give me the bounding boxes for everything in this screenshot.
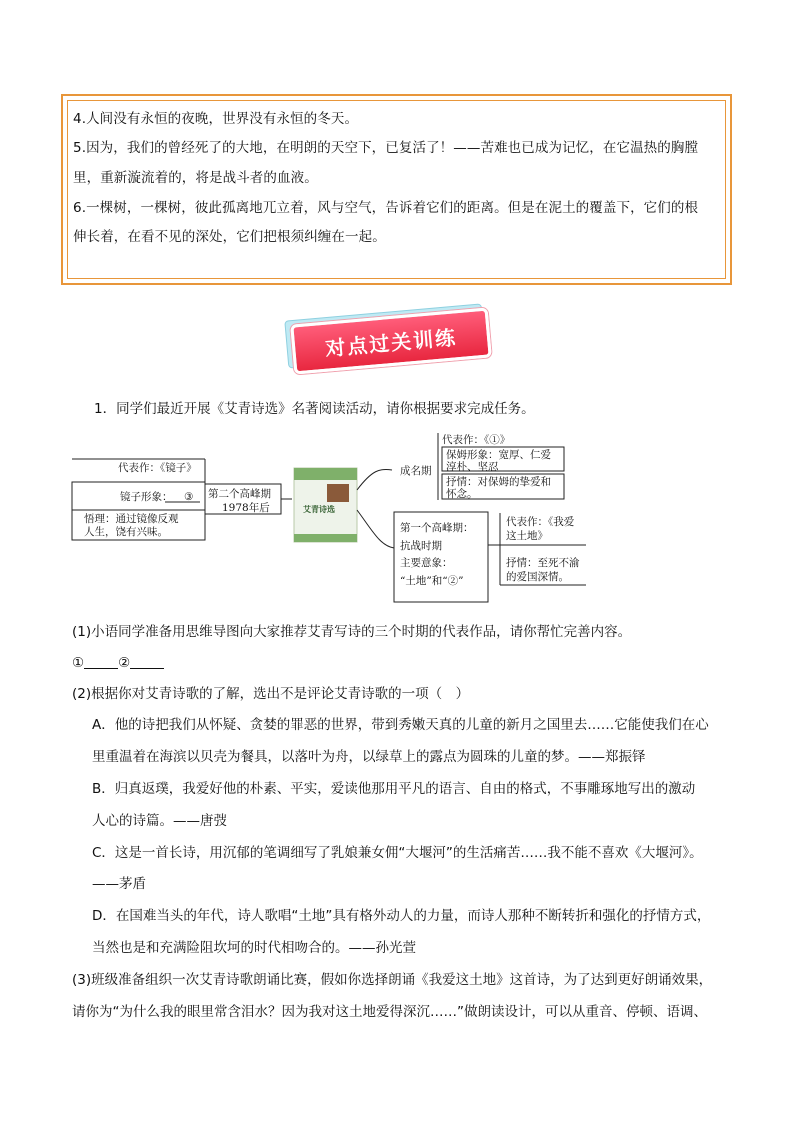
option-b-line2: 人心的诗篇。——唐弢 [92,813,227,829]
first-emotion-line1: 抒情：至死不渝 [506,557,580,569]
quote-line-5a: 5.因为，我们的曾经死了的大地，在明朗的天空下，已复活了！——苦难也已成为记忆，在它温热的胸膛 [73,140,699,156]
sub-question-2: (2)根据你对艾青诗歌的了解，选出不是评论艾青诗歌的一项（ ） [72,686,470,702]
question-1-stem: 1．同学们最近开展《艾青诗选》名著阅读活动，请你根据要求完成任务。 [94,401,535,417]
first-emotion-line2: 的爱国深情。 [506,571,569,583]
sub-question-1: (1)小语同学准备用思维导图向大家推荐艾青写诗的三个时期的代表作品，请你帮忙完善内容。 [72,624,632,640]
left-insight-line2: 人生，饶有兴味。 [84,526,168,538]
book-cover-title: 艾青诗选 [303,505,335,514]
answer-marker-1: ① [72,655,85,671]
first-peak-line4: “土地”和“②” [400,575,464,587]
option-a-line2: 里重温着在海滨以贝壳为餐具，以落叶为舟，以绿草上的露点为圆珠的儿童的梦。——郑振铎 [92,749,646,765]
fame-nanny-line2: 淳朴、坚忍 [446,461,499,473]
first-works-line2: 这土地》 [506,530,548,542]
left-works-text: 代表作：《镜子》 [118,462,197,474]
banner-title: 对点过关训练 [324,324,458,361]
second-peak-line2: 1978年后 [222,502,270,514]
option-c-line2: ——茅盾 [92,876,146,892]
left-insight-line1: 悟理：通过镜像反观 [84,513,179,525]
first-works-line1: 代表作：《我爱 [506,516,575,528]
option-a-line1: A．他的诗把我们从怀疑、贪婪的罪恶的世界，带到秀嫩天真的儿童的新月之国里去……它能使我们在心 [92,717,709,733]
first-peak-line3: 主要意象： [400,557,453,569]
quote-line-6a: 6.一棵树，一棵树，彼此孤离地兀立着，风与空气，告诉着它们的距离。但是在泥土的覆盖下，它们的根 [73,200,699,216]
book-cover-picture [327,484,349,502]
sub-question-3-line2: 请你为“为什么我的眼里常含泪水？因为我对这土地爱得深沉……”做朗读设计，可以从重音、停顿、语调、 [72,1004,707,1020]
answer-blank-2[interactable] [130,655,164,669]
quote-line-6b: 伸长着，在看不见的深处，它们把根须纠缠在一起。 [73,229,386,245]
curve-to-first-peak [357,510,394,548]
curve-to-fame [357,469,392,490]
fame-period-label: 成名期 [400,465,432,477]
quote-line-5b: 里，重新漩流着的，将是战斗者的血液。 [73,170,318,186]
left-image-blank-marker: ③ [184,491,194,503]
option-c-line1: C．这是一首长诗，用沉郁的笔调细写了乳娘兼女佣“大堰河”的生活痛苦……我不能不喜欢《大堰河》。 [92,845,703,861]
option-d-line1: D．在国难当头的年代，诗人歌唱“土地”具有格外动人的力量，而诗人那种不断转折和强化的抒情方式， [92,908,711,924]
answer-marker-2: ② [118,655,131,671]
fame-emotion-line1: 抒情：对保姆的挚爱和 [446,476,551,488]
option-b-line1: B．归真返璞，我爱好他的朴素、平实，爱读他那用平凡的语言、自由的格式，不事雕琢地写出的激动 [92,781,696,797]
book-cover-top-band [294,468,357,480]
second-peak-line1: 第二个高峰期 [208,488,271,500]
fame-works: 代表作：《①》 [442,434,511,446]
sub-question-3-line1: (3)班级准备组织一次艾青诗歌朗诵比赛，假如你选择朗诵《我爱这土地》这首诗，为了达到更好朗诵效果， [72,972,713,988]
first-peak-line1: 第一个高峰期： [400,522,474,534]
quote-line-4: 4.人间没有永恒的夜晚，世界没有永恒的冬天。 [73,111,359,127]
option-d-line2: 当然也是和充满险阻坎坷的时代相吻合的。——孙光萱 [92,940,416,956]
answer-blank-1[interactable] [84,655,118,669]
fame-nanny-line1: 保姆形象：宽厚、仁爱 [446,449,551,461]
sub-question-1-answer-line [72,655,164,671]
left-image-label: 镜子形象： [120,491,173,503]
first-peak-line2: 抗战时期 [400,540,442,552]
book-cover-bottom-band [294,534,357,542]
fame-emotion-line2: 怀念。 [446,488,478,500]
